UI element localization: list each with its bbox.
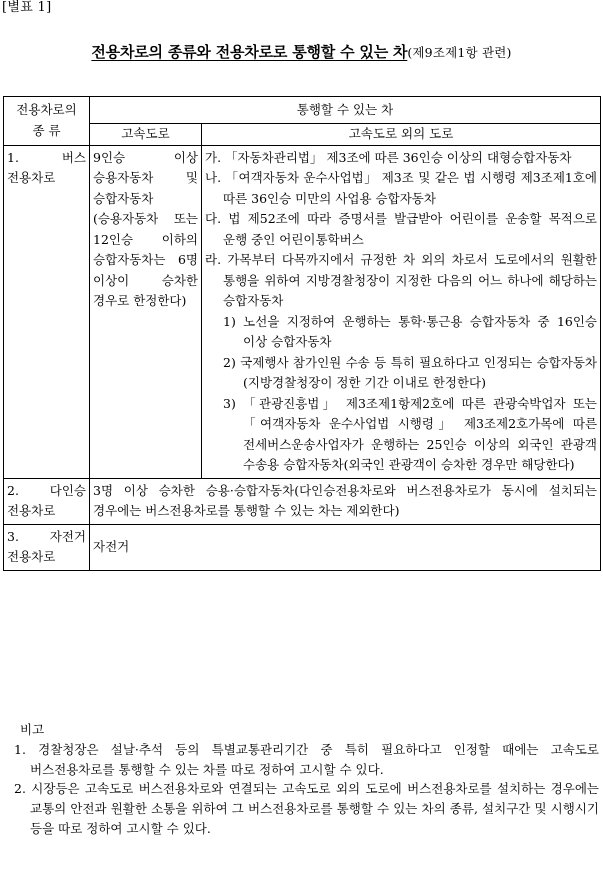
annex-label: [별표 1] [2, 0, 52, 15]
title-main: 전용차로의 종류와 전용차로로 통행할 수 있는 차 [91, 43, 408, 61]
remarks-title: 비고 [20, 722, 45, 737]
bicycle-lane-vehicles: 자전거 [90, 524, 601, 570]
header-allowed-vehicles: 통행할 수 있는 차 [90, 97, 601, 124]
list-item: 라. 가목부터 다목까지에서 규정한 차 외의 차로서 도로에서의 원활한 통행을 위하여 지방경찰청장이 지정한 다음의 어느 하나에 해당하는 승합자동차 [205, 252, 598, 308]
table-row-multi-occupancy-lane [4, 478, 601, 524]
list-subitem: 2) 국제행사 참가인원 수송 등 특히 필요하다고 인정되는 승합자동차(지방경찰청장이 정한 기간 이내로 한정한다) [223, 354, 598, 390]
remarks-section [4, 720, 599, 839]
bus-lane-other-roads-vehicles [202, 145, 601, 478]
remark-item: 2. 시장등은 고속도로 버스전용차로와 연결되는 고속도로 외의 도로에 버스전용차로를 설치하는 경우에는 교통의 안전과 원활한 소통을 위하여 그 버스전용차로를 통행할 수 있는 차의 종류, 설치구간 및 시행시기 등을 따로 정하여 고시할 수 있다. [14, 781, 599, 836]
header-row-2 [4, 124, 601, 146]
document-title [0, 41, 603, 62]
header-row-1 [4, 97, 601, 124]
list-subitem: 1) 노선을 지정하여 운행하는 통학·통근용 승합자동차 중 16인승 이상 승합자동차 [223, 313, 598, 349]
category-bicycle-lane: 3. 자전거 전용차로 [4, 524, 90, 570]
title-reference: (제9조제1항 관련) [407, 45, 512, 60]
table-row-bicycle-lane [4, 524, 601, 570]
header-lane-type [4, 97, 90, 146]
header-expressway: 고속도로 [90, 124, 202, 146]
header-lane-type-line1: 전용차로의 [16, 102, 77, 118]
table-row-bus-lane [4, 145, 601, 478]
header-lane-type-line2: 종 류 [32, 122, 61, 138]
multi-occupancy-lane-vehicles: 3명 이상 승차한 승용·승합자동차(다인승전용차로와 버스전용차로가 동시에 설치되는 경우에는 버스전용차로를 통행할 수 있는 차는 제외한다) [90, 478, 601, 524]
list-item: 나. 「여객자동차 운수사업법」 제3조 및 같은 법 시행령 제3조제1호에 따른 36인승 미만의 사업용 승합자동차 [205, 170, 598, 206]
category-multi-occupancy-lane: 2. 다인승 전용차로 [4, 478, 90, 524]
list-item: 다. 법 제52조에 따라 증명서를 발급받아 어린이를 운송할 목적으로 운행 중인 어린이통학버스 [205, 211, 598, 247]
remark-item: 1. 경찰청장은 설날·추석 등의 특별교통관리기간 중 특히 필요하다고 인정할 때에는 고속도로 버스전용차로를 통행할 수 있는 차를 따로 정하여 고시할 수 있다. [14, 741, 599, 777]
list-item: 가. 「자동차관리법」 제3조에 따른 36인승 이상의 대형승합자동차 [205, 149, 572, 165]
header-other-roads: 고속도로 외의 도로 [202, 124, 601, 146]
category-bus-lane: 1. 버스 전용차로 [4, 145, 90, 478]
list-subitem: 3) 「관광진흥법」 제3조제1항제2호에 따른 관광숙박업자 또는 「여객자동차 운수사업법 시행령」 제3조제2호가목에 따른 전세버스운송사업자가 운행하는 25인승 이상의 외국인 관광객 수송용 승합자동차(외국인 관광객이 승차한 경우만 해당한다) [223, 395, 598, 472]
lane-table [3, 96, 601, 571]
bus-lane-expressway-vehicles: 9인승 이상 승용자동차 및 승합자동차(승용자동차 또는 12인승 이하의 승합자동차는 6명 이상이 승차한 경우로 한정한다) [90, 145, 202, 478]
